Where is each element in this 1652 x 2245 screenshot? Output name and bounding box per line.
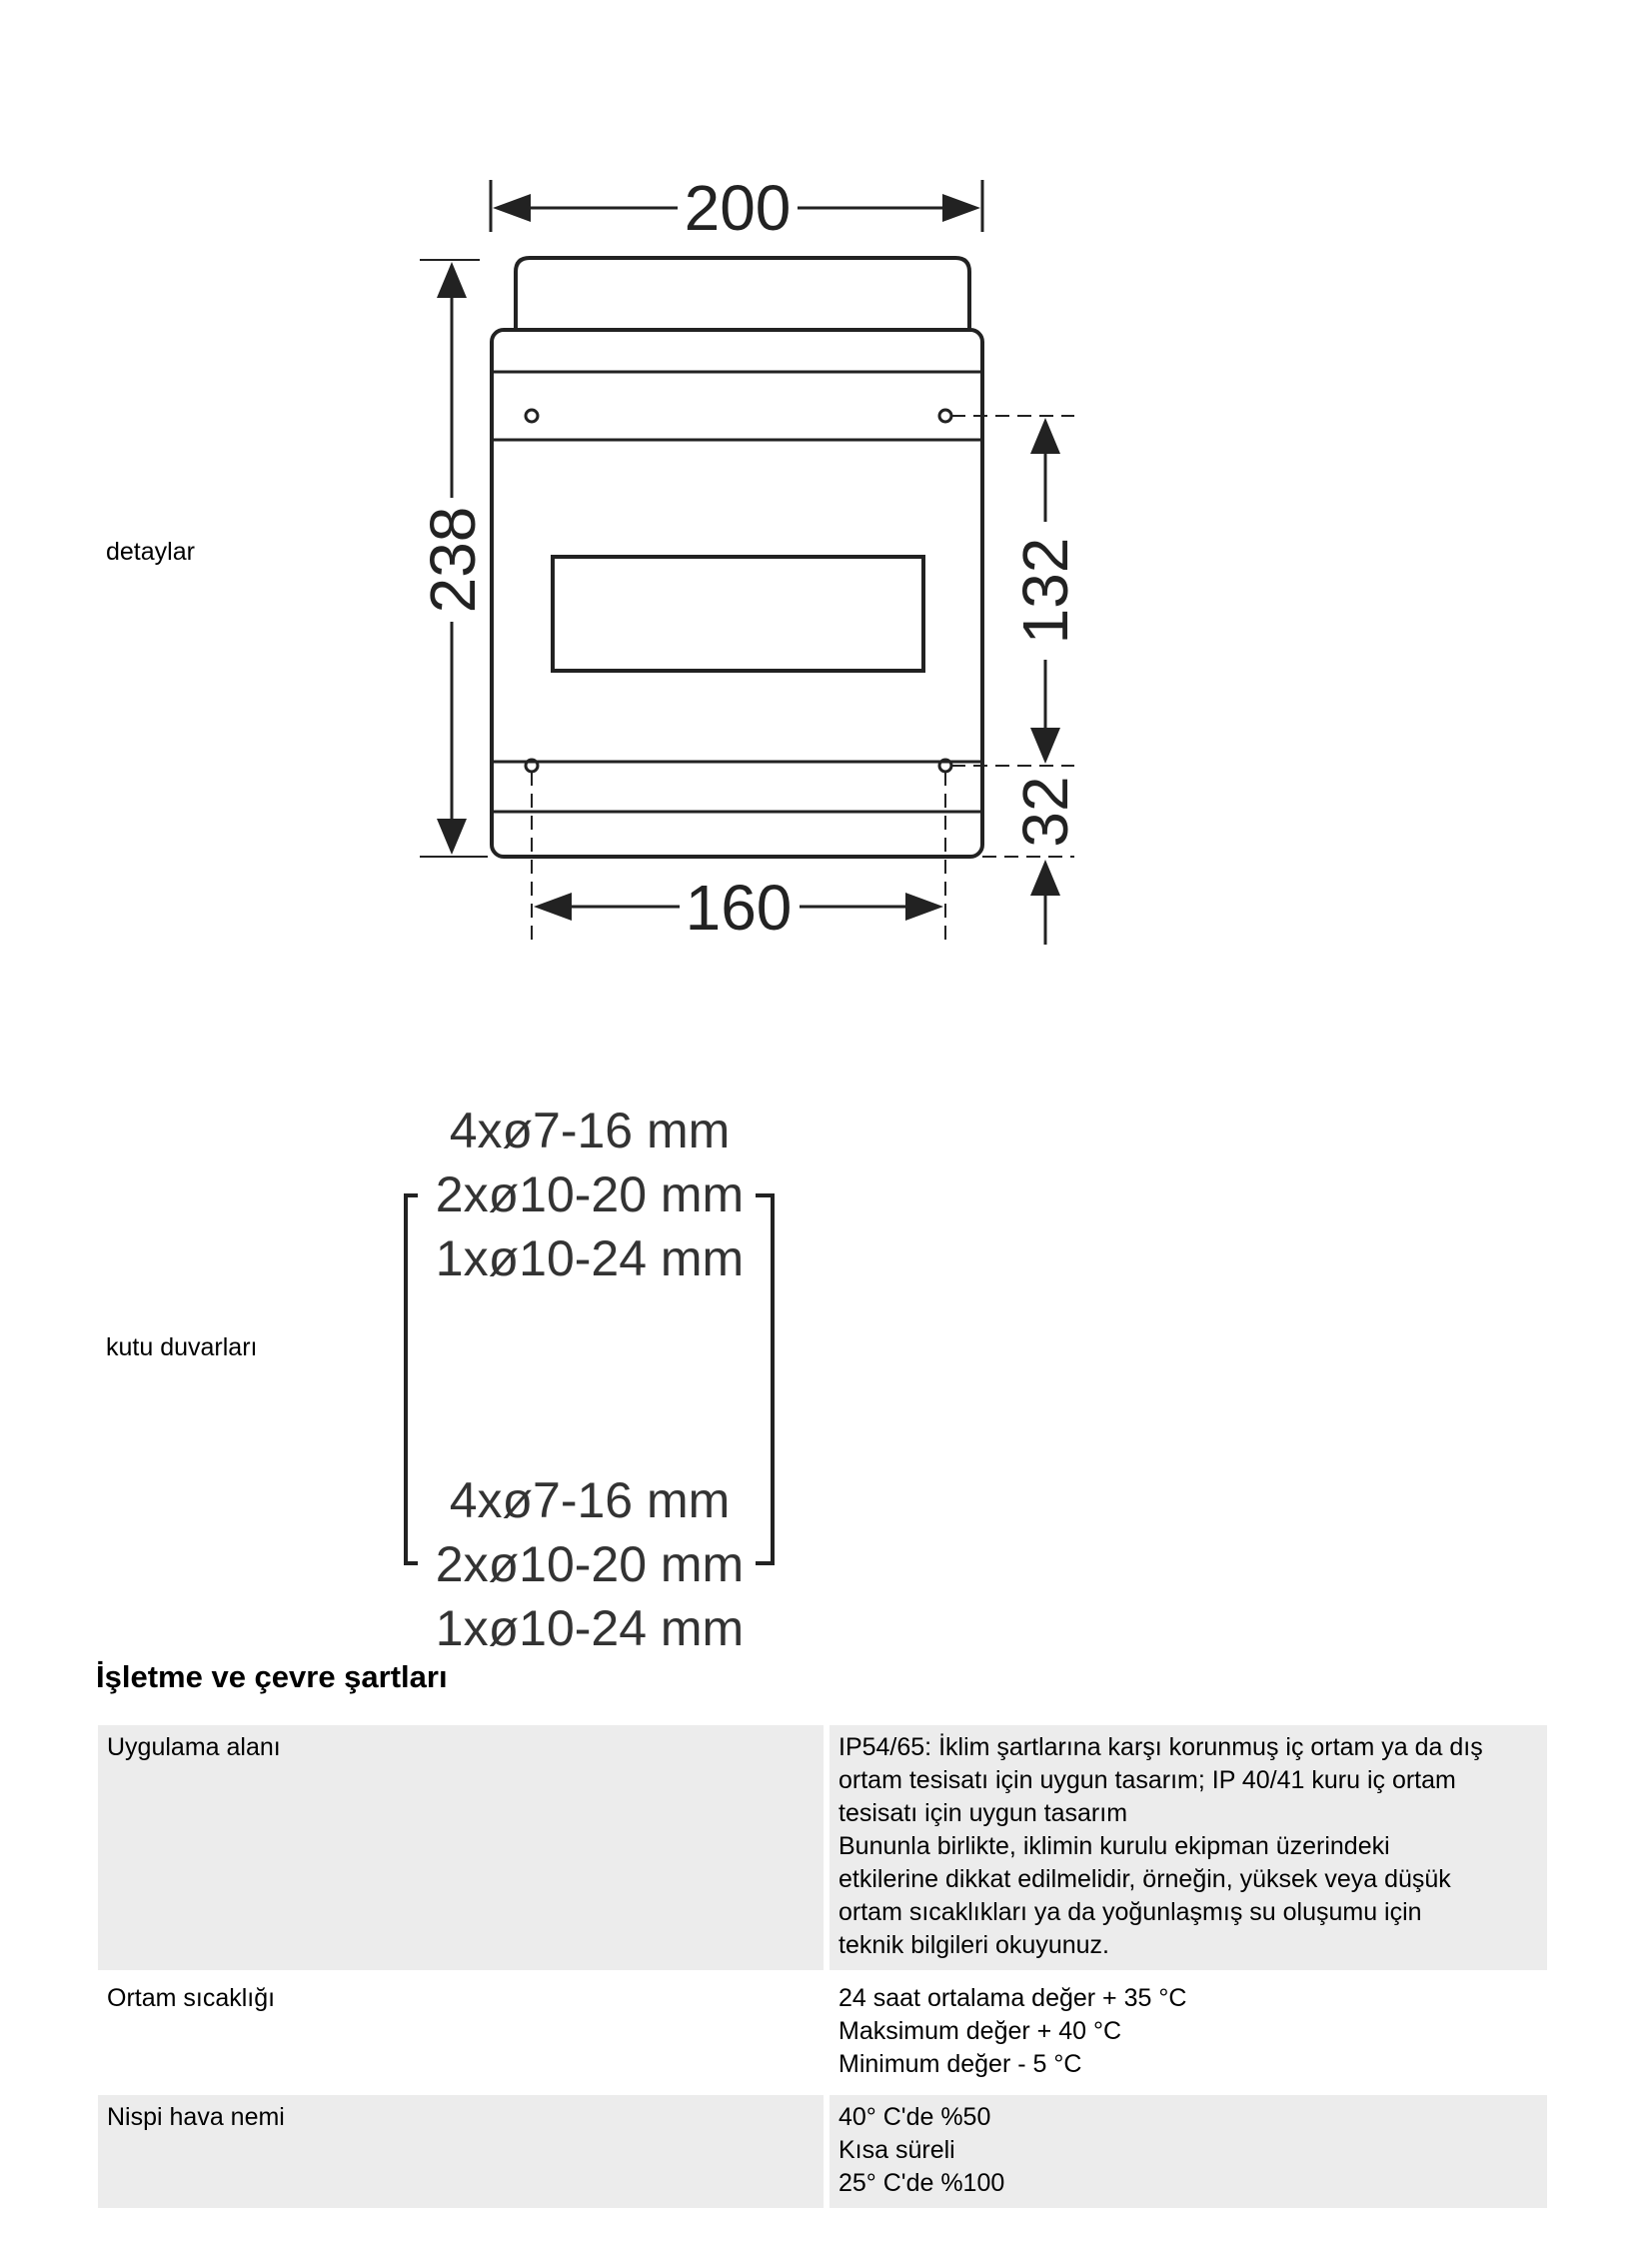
- table-row: [98, 1725, 1547, 1970]
- height-dimension: [417, 260, 489, 857]
- row-value: 24 saat ortalama değer + 35 °C Maksimum değer + 40 °C Minimum değer - 5 °C: [829, 1976, 1547, 2089]
- section-title: İşletme ve çevre şartları: [96, 1659, 448, 1694]
- row-label: Ortam sıcaklığı: [98, 1976, 829, 2089]
- cable-entry-diagram: [406, 1103, 773, 1656]
- entry-top-3: 1xø10-24 mm: [435, 1230, 745, 1286]
- upper-spacing-value: 132: [1009, 537, 1081, 645]
- device-window: [553, 557, 923, 671]
- height-value: 238: [417, 506, 489, 614]
- entry-bottom-1: 4xø7-16 mm: [449, 1472, 731, 1528]
- row-value: 40° C'de %50 Kısa süreli 25° C'de %100: [829, 2095, 1547, 2208]
- details-label: detaylar: [106, 538, 195, 566]
- box-walls-label: kutu duvarları: [106, 1333, 258, 1361]
- lower-spacing-dimension: [1009, 776, 1081, 945]
- table-row: [98, 2095, 1547, 2208]
- row-value: IP54/65: İklim şartlarına karşı korunmuş iç ortam ya da dış ortam tesisatı için uygun tasarım; IP 40/41 kuru iç ortam tesisatı için uygun tasarım Bununla birlikte, iklimin kurulu ekipman üzerindeki etkilerine dikkat edilmelidir, örneğin, yüksek veya düşük ortam sıcaklıkları ya da yoğunlaşmış su oluşumu için teknik bilgileri okuyunuz.: [829, 1725, 1547, 1970]
- entry-bottom-3: 1xø10-24 mm: [435, 1600, 745, 1656]
- mounting-hole: [939, 410, 951, 422]
- mounting-hole: [526, 410, 538, 422]
- hole-spacing-dimension: [534, 872, 943, 944]
- operating-conditions-table: [98, 1719, 1547, 2214]
- lower-spacing-value: 32: [1009, 776, 1081, 848]
- row-label: Uygulama alanı: [98, 1725, 829, 1970]
- width-dimension: [491, 172, 982, 244]
- upper-spacing-dimension: [1009, 418, 1081, 764]
- enclosure-outline: [492, 258, 982, 857]
- width-value: 200: [684, 172, 792, 244]
- entry-bottom-2: 2xø10-20 mm: [435, 1536, 745, 1592]
- hole-spacing-value: 160: [685, 872, 793, 944]
- table-row: [98, 1976, 1547, 2089]
- row-label: Nispi hava nemi: [98, 2095, 829, 2208]
- entry-top-2: 2xø10-20 mm: [435, 1166, 745, 1222]
- entry-top-1: 4xø7-16 mm: [449, 1103, 731, 1158]
